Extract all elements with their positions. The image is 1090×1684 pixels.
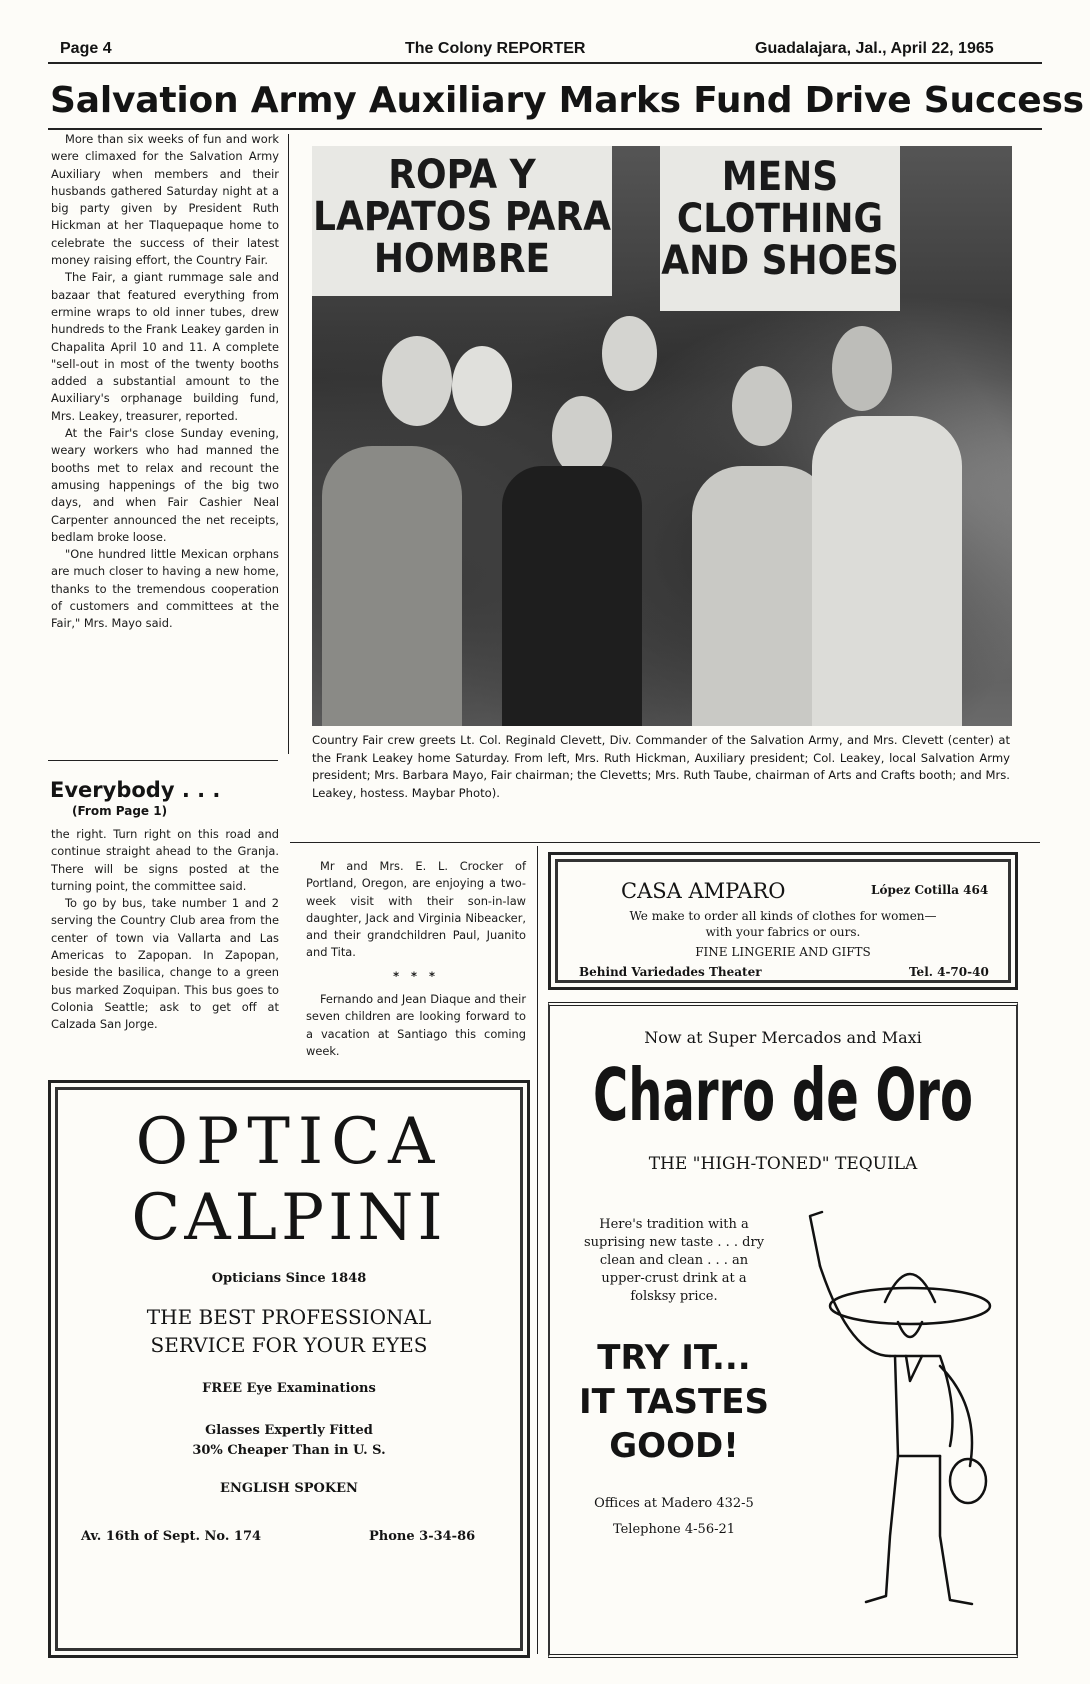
photo [312,146,1012,726]
charro-brand: Charro de Oro [593,1054,973,1138]
person-face [602,316,657,391]
headline: Salvation Army Auxiliary Marks Fund Drive Success [50,80,1084,121]
charro-offices: Offices at Madero 432-5 [594,1496,754,1511]
optica-calpini-ad [48,1080,530,1658]
story-paragraph: The Fair, a giant rummage sale and bazaar that featured everything from ermine wraps to old inner tubes, drew hundreds to the Frank Leakey garden in Chapalita April 10 and 11. A complete "sell-out in most of the twenty booths added a substantial amount to the Auxiliary's orphanage building fund, Mrs. Leakey, treasurer, reported. [51,270,279,423]
story-paragraph: More than six weeks of fun and work were climaxed for the Salvation Army Auxiliary when members and their husbands gathered Saturday night at a big party given by President Ruth Hickman at her Tlaquepaque home to celebrate the success of their latest money raising effort, the Country Fair. [51,132,279,268]
casa-amparo-line: FINE LINGERIE AND GIFTS [695,945,871,959]
optica-cheaper: 30% Cheaper Than in U. S. [192,1443,386,1458]
charro-blurb-line: folsksy price. [630,1289,718,1304]
person-shirt [322,446,462,726]
column-rule [288,134,289,754]
casa-amparo-address: López Cotilla 464 [871,883,989,897]
charro-tagline: THE "HIGH-TONED" TEQUILA [648,1154,918,1174]
person-face [832,326,892,411]
caption-rule [290,842,1040,843]
story-paragraph: At the Fair's close Sunday evening, weary workers who had manned the booths met to relax and recount the amusing happenings of the big two days, and when Fair Cashier Neal Carpenter announced the net receipts, bedlam broke loose. [51,426,279,544]
social-column [306,858,526,1060]
column-rule [537,846,538,1654]
person-face [452,346,512,426]
social-item: Mr and Mrs. E. L. Crocker of Portland, Oregon, are enjoying a two-week visit with their son-in-law daughter, Jack and Virginia Nibeacker, and their grandchildren Paul, Juanito and Tita. [306,859,526,960]
charro-de-oro-ad [548,1002,1018,1658]
optica-tagline: THE BEST PROFESSIONAL [146,1305,432,1329]
charro-blurb-line: Here's tradition with a [599,1217,749,1232]
charro-blurb-line: suprising new taste . . . dry [583,1235,765,1250]
sign-left: ROPA Y LAPATOS PARA HOMBRE [312,146,612,296]
charro-blurb-line: upper-crust drink at a [601,1271,747,1286]
optica-since: Opticians Since 1848 [211,1271,367,1286]
page-number: Page 4 [60,40,112,57]
folio-rule [48,62,1042,64]
charro-blurb [564,1216,784,1306]
casa-amparo-tel: Tel. 4-70-40 [909,965,989,979]
casa-amparo-ad [548,852,1018,990]
story-end-rule [48,760,278,761]
story-column [51,131,279,633]
optica-fitted: Glasses Expertly Fitted [205,1423,373,1438]
charro-telephone: Telephone 4-56-21 [612,1522,736,1537]
sign-right: MENS CLOTHING AND SHOES [660,146,900,311]
headline-rule [48,128,1042,130]
dateline: Guadalajara, Jal., April 22, 1965 [755,40,994,57]
continued-from: (From Page 1) [72,804,168,818]
story-paragraph: "One hundred little Mexican orphans are much closer to having a new home, thanks to the tremendous cooperation of customers and committees at the Fair," Mrs. Mayo said. [51,547,279,631]
social-item: Fernando and Jean Diaque and their seven children are looking forward to a vacation at Santiago this coming week. [306,992,526,1058]
casa-amparo-location: Behind Variedades Theater [579,965,762,979]
charro-try-line: IT TASTES [579,1382,769,1422]
optica-phone: Phone 3-34-86 [369,1529,476,1544]
charro-try-line: GOOD! [609,1426,739,1466]
charro-try-it [564,1336,784,1468]
casa-amparo-line: We make to order all kinds of clothes for women— [629,909,937,923]
charro-try-line: TRY IT... [597,1338,751,1378]
newspaper-name: The Colony REPORTER [405,40,586,57]
optica-english: ENGLISH SPOKEN [220,1481,358,1496]
everybody-column [51,826,279,1034]
separator-dots: * * * [393,968,439,983]
optica-tagline: SERVICE FOR YOUR EYES [150,1333,428,1357]
optica-name: OPTICA [135,1105,443,1179]
everybody-paragraph: To go by bus, take number 1 and 2 serving the Country Club area from the center of town via Vallarta and Las Americas to Zapopan. In Zapopan, beside the basilica, change to a green bus marked Zoquipan. This bus goes to Colonia Seattle; ask to get off at Calzada San Jorge. [51,896,279,1032]
person-dress [812,416,962,726]
optica-free-exams: FREE Eye Examinations [202,1381,376,1396]
charro-figure-illustration [790,1206,1000,1616]
person-dress [692,466,832,726]
optica-name: CALPINI [131,1181,447,1255]
everybody-paragraph: the right. Turn right on this road and continue straight ahead to the Granja. There will be signs posted at the turning point, the committee said. [51,827,279,893]
casa-amparo-name: CASA AMPARO [621,879,786,903]
optica-address: Av. 16th of Sept. No. 174 [81,1529,262,1544]
person-face [382,336,452,426]
charro-blurb-line: clean and clean . . . an [599,1253,749,1268]
casa-amparo-line: with your fabrics or ours. [705,925,861,939]
person-face [732,366,792,446]
person-face [552,396,612,476]
photo-caption: Country Fair crew greets Lt. Col. Reginald Clevett, Div. Commander of the Salvation Army, and Mrs. Clevett (center) at the Frank Leakey home Saturday. From left, Mrs. Ruth Hickman, Auxiliary president; Col. Leakey, local Salvation Army president; Mrs. Barbara Mayo, Fair chairman; the Clevetts; Mrs. Ruth Taube, chairman of Arts and Crafts booth; and Mrs. Leakey, hostess. Maybar Photo). [312,733,1010,800]
charro-availability: Now at Super Mercados and Maxi [644,1028,922,1047]
person-coat [502,466,642,726]
everybody-heading: Everybody . . . [50,778,221,802]
